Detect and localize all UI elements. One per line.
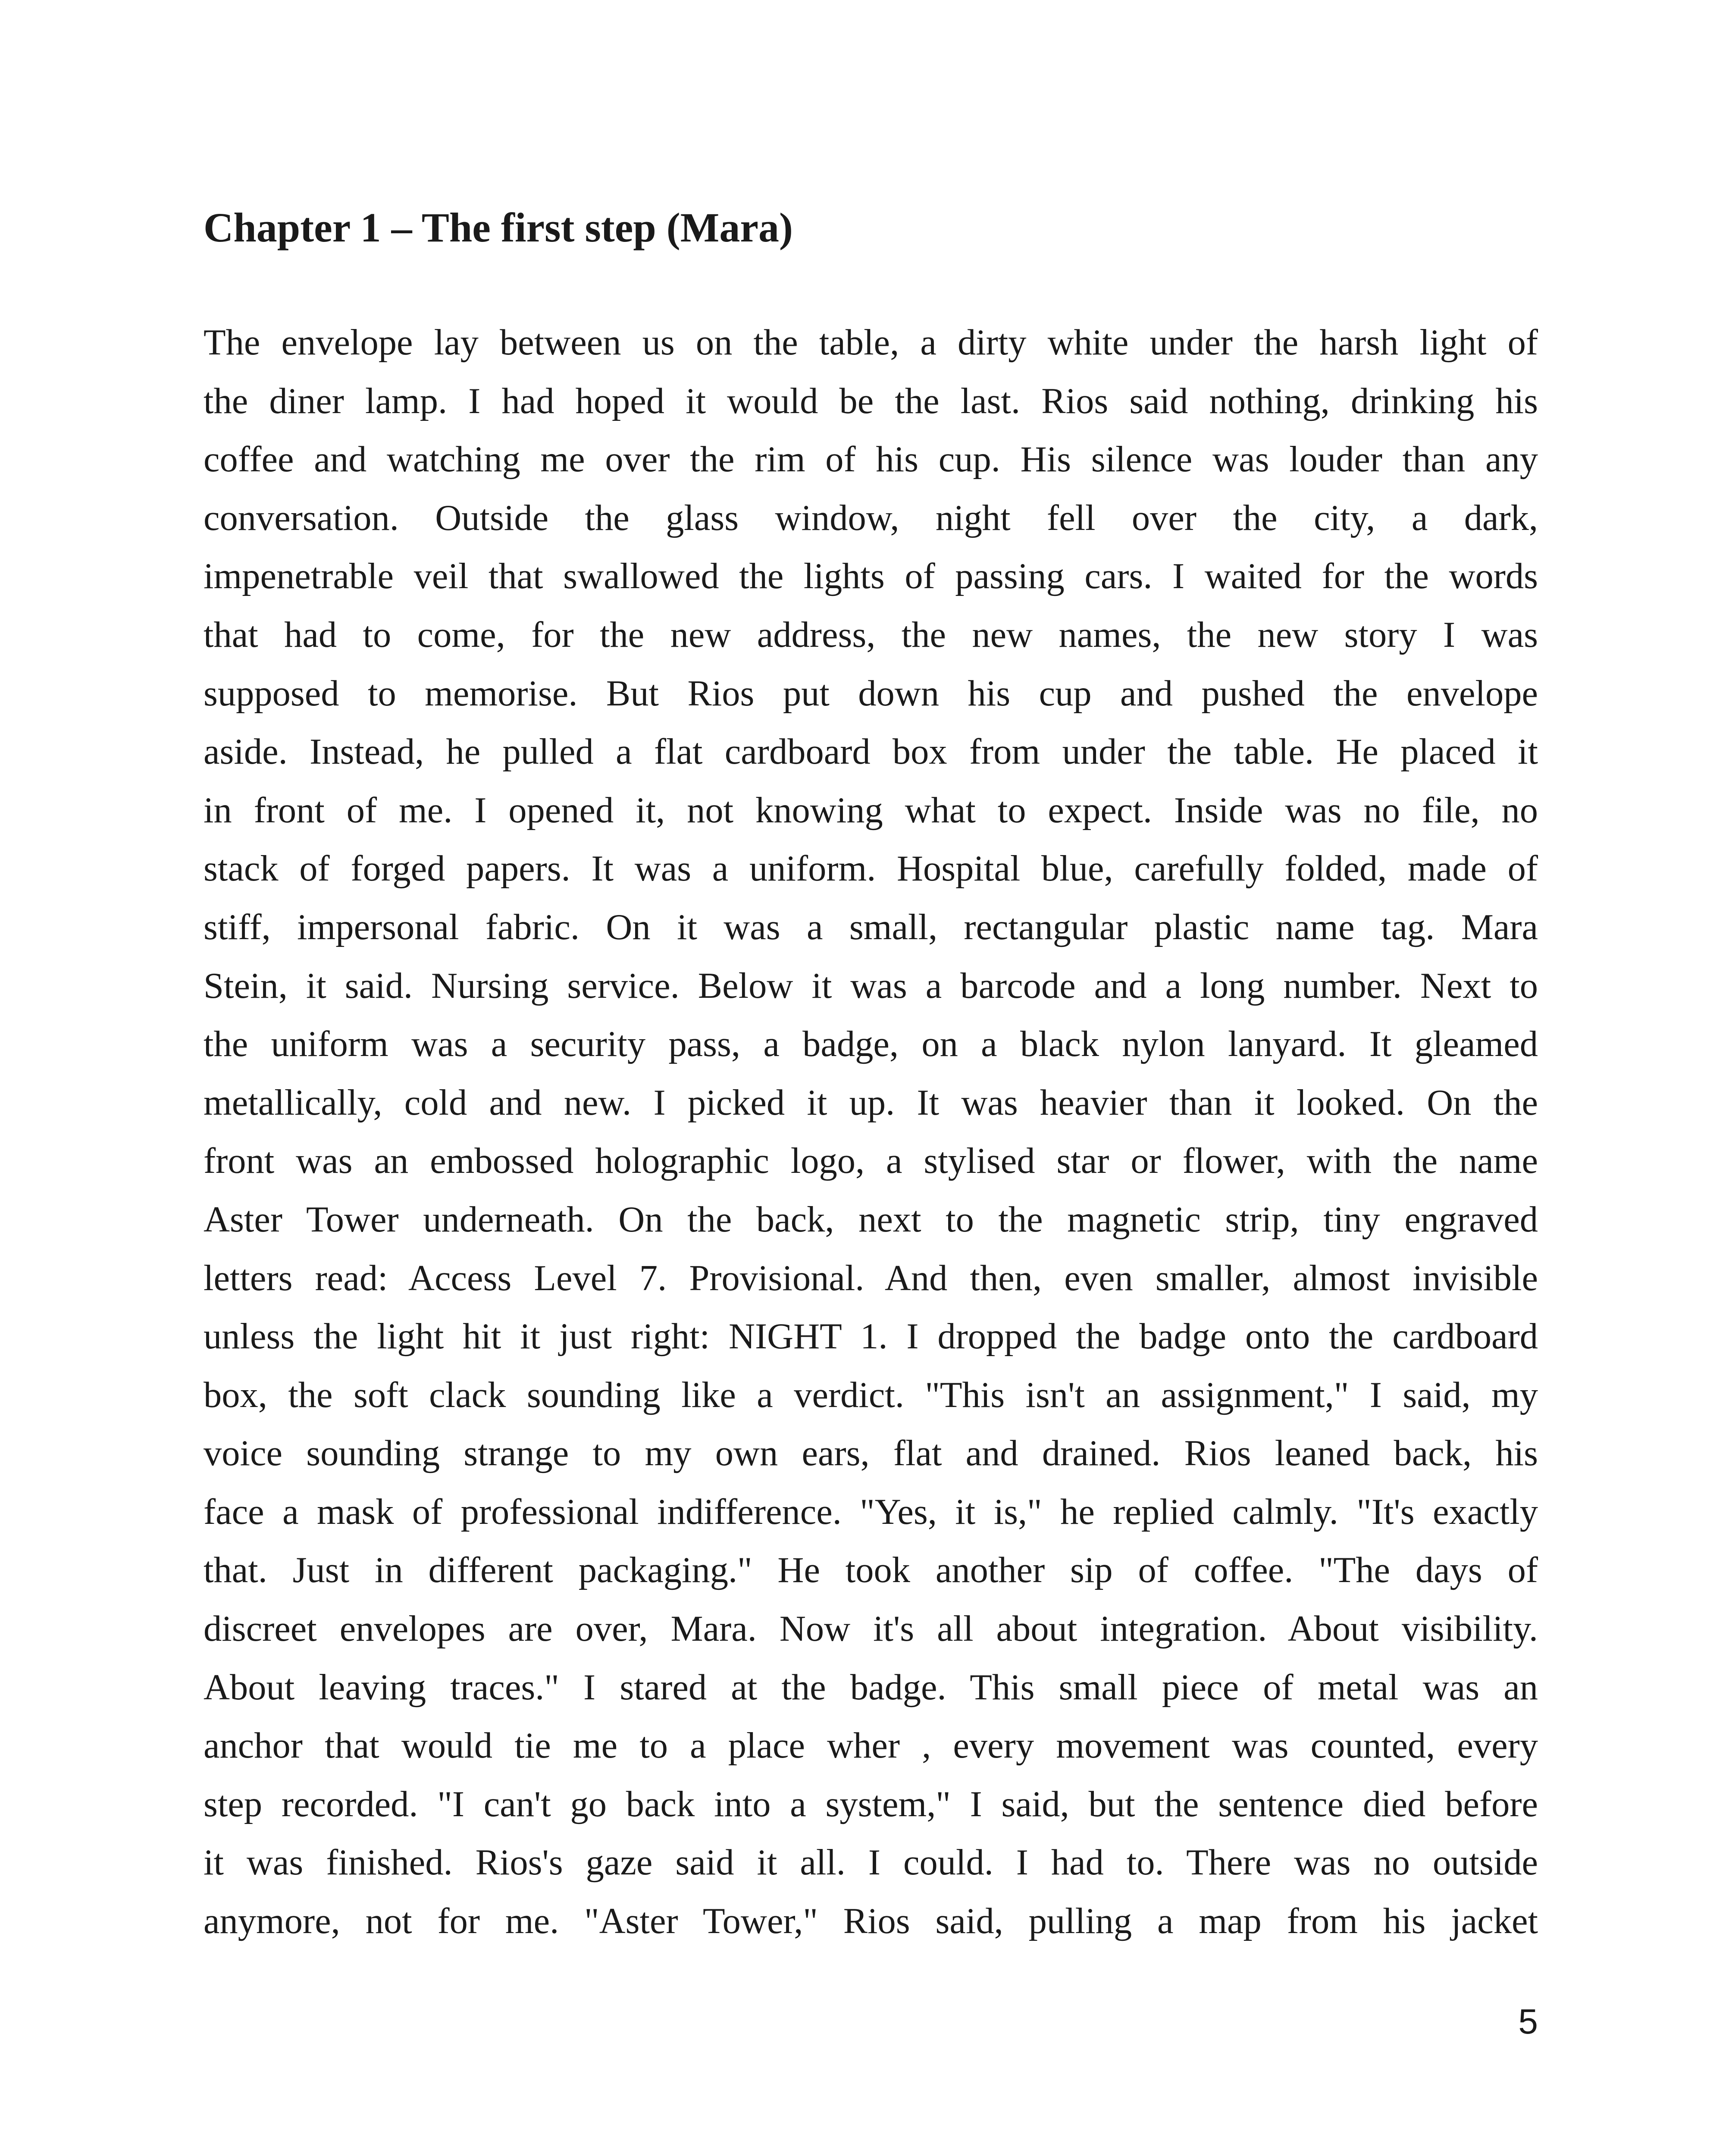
- text-line: coffee and watching me over the rim of his cup. His silence was louder than any: [204, 439, 1538, 480]
- text-line: letters read: Access Level 7. Provisional. And then, even smaller, almost invisible: [204, 1258, 1538, 1298]
- text-line: front was an embossed holographic logo, a stylised star or flower, with the name: [204, 1141, 1538, 1181]
- text-line: aside. Instead, he pulled a flat cardboard box from under the table. He placed it: [204, 732, 1538, 772]
- text-line: stack of forged papers. It was a uniform. Hospital blue, carefully folded, made of: [204, 849, 1538, 889]
- text-line: stiff, impersonal fabric. On it was a small, rectangular plastic name tag. Mara: [204, 907, 1538, 947]
- text-line: anchor that would tie me to a place wher , every movement was counted, every: [204, 1726, 1538, 1766]
- text-line: that had to come, for the new address, the new names, the new story I was: [204, 614, 1538, 655]
- text-line: box, the soft clack sounding like a verdict. "This isn't an assignment," I said, my: [204, 1375, 1538, 1415]
- text-line: step recorded. "I can't go back into a system," I said, but the sentence died before: [204, 1784, 1538, 1824]
- body-text: [204, 313, 1538, 1951]
- chapter-title: Chapter 1 – The first step (Mara): [204, 204, 793, 251]
- text-line: the uniform was a security pass, a badge, on a black nylon lanyard. It gleamed: [204, 1024, 1538, 1065]
- text-line: supposed to memorise. But Rios put down his cup and pushed the envelope: [204, 673, 1538, 714]
- text-line: that. Just in different packaging." He took another sip of coffee. "The days of: [204, 1550, 1538, 1591]
- text-line: Stein, it said. Nursing service. Below it was a barcode and a long number. Next to: [204, 965, 1538, 1006]
- text-line: the diner lamp. I had hoped it would be the last. Rios said nothing, drinking his: [204, 381, 1538, 421]
- text-line: metallically, cold and new. I picked it up. It was heavier than it looked. On the: [204, 1082, 1538, 1123]
- text-line: conversation. Outside the glass window, night fell over the city, a dark,: [204, 498, 1538, 538]
- text-line: impenetrable veil that swallowed the lights of passing cars. I waited for the words: [204, 556, 1538, 597]
- text-line: anymore, not for me. "Aster Tower," Rios said, pulling a map from his jacket: [204, 1901, 1538, 1942]
- text-line: Aster Tower underneath. On the back, next to the magnetic strip, tiny engraved: [204, 1199, 1538, 1240]
- text-line: it was finished. Rios's gaze said it all. I could. I had to. There was no outside: [204, 1843, 1538, 1883]
- page-number: 5: [1518, 2002, 1538, 2041]
- text-line: unless the light hit it just right: NIGHT 1. I dropped the badge onto the cardboard: [204, 1316, 1538, 1357]
- text-line: About leaving traces." I stared at the badge. This small piece of metal was an: [204, 1667, 1538, 1708]
- text-line: The envelope lay between us on the table, a dirty white under the harsh light of: [204, 323, 1538, 363]
- text-line: discreet envelopes are over, Mara. Now it's all about integration. About visibility.: [204, 1609, 1538, 1649]
- text-line: voice sounding strange to my own ears, flat and drained. Rios leaned back, his: [204, 1433, 1538, 1474]
- text-line: in front of me. I opened it, not knowing what to expect. Inside was no file, no: [204, 790, 1538, 830]
- text-line: face a mask of professional indifference. "Yes, it is," he replied calmly. "It's exactly: [204, 1492, 1538, 1532]
